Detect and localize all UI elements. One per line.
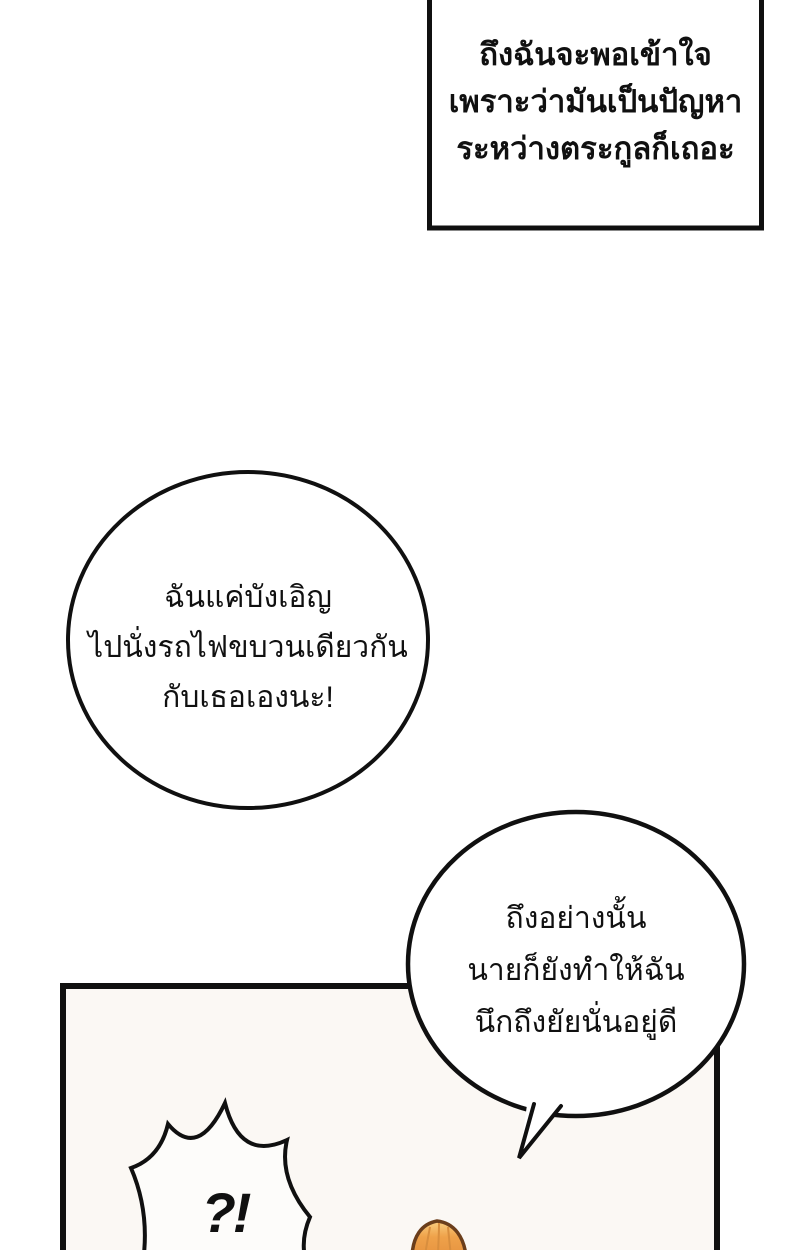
speech-line: นึกถึงยัยนั่นอยู่ดี [474,1006,678,1039]
speech-line: นายก็ยังทำให้ฉัน [467,954,685,987]
speech-line: กับเธอเองนะ! [162,681,334,714]
narration-text [427,31,764,172]
speech-line: ฉันแค่บังเอิญ [164,581,332,614]
hair-strand-icon [438,1223,439,1250]
narration-line: ระหว่างตระกูลก็เถอะ [456,131,735,166]
speech-line: ไปนั่งรถไฟขบวนเดียวกัน [88,631,408,664]
burst-bubble-text: ?! [201,1181,249,1244]
speech-bubble-2-text [408,893,744,1049]
narration-line: ถึงฉันจะพอเข้าใจ [479,37,712,72]
speech-bubble-1-text [68,573,428,723]
speech-line: ถึงอย่างนั้น [505,902,647,935]
narration-line: เพราะว่ามันเป็นปัญหา [448,84,743,119]
